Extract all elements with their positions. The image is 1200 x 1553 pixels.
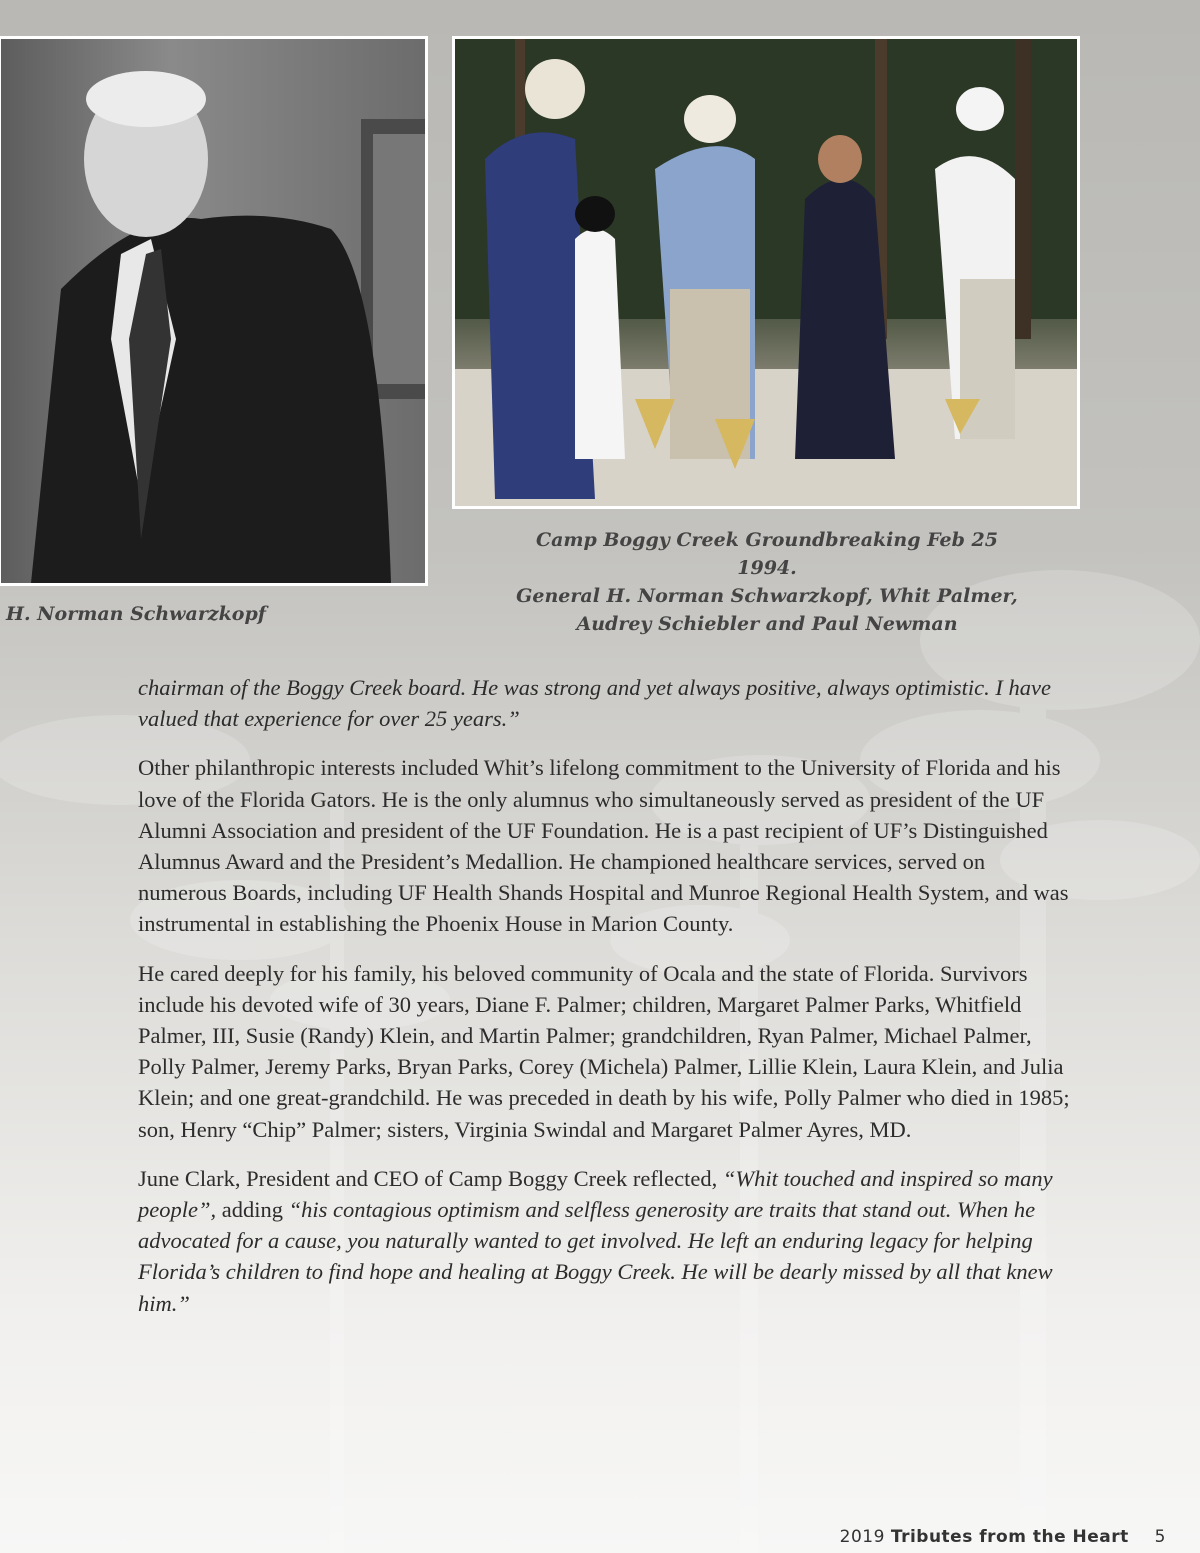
family-paragraph: He cared deeply for his family, his beloved community of Ocala and the state of Florida. Survivors include his devoted wife of 30 years, Diane F. Palmer; children, Margaret Palmer Parks, Whitfield Palmer, III, Susie (Randy) Klein, and Martin Palmer; grandchildren, Ryan Palmer, Michael Palmer, Polly Palmer, Jeremy Parks, Bryan Parks, Corey (Michela) Palmer, Lillie Klein, Laura Klein, and Julia Klein; and one great-grandchild. He was preceded in death by his wife, Polly Palmer who died in 1985; son, Henry “Chip” Palmer; sisters, Virginia Swindal and Margaret Palmer Ayres, MD. bbox=[138, 960, 1070, 1142]
page-footer bbox=[840, 1527, 1166, 1547]
portrait-illustration bbox=[1, 39, 425, 583]
groundbreaking-caption bbox=[512, 526, 1022, 638]
reflection-paragraph bbox=[138, 1163, 1078, 1319]
caption-line: Camp Boggy Creek Groundbreaking Feb 25 1994. bbox=[536, 529, 998, 579]
reflection-mid: adding bbox=[216, 1197, 289, 1223]
portrait-caption: H. Norman Schwarzkopf bbox=[6, 603, 266, 625]
philanthropy-paragraph: Other philanthropic interests included Whit’s lifelong commitment to the University of Florida and his love of the Florida Gators. He is the only alumnus who simultaneously served as president of the UF Alumni Association and president of the UF Foundation. He is a past recipient of UF’s Distinguished Alumnus Award and the President’s Medallion. He championed healthcare services, served on numerous Boards, including UF Health Shands Hospital and Munroe Regional Health System, and was instrumental in establishing the Phoenix House in Marion County. bbox=[138, 755, 1069, 937]
portrait-photo bbox=[0, 36, 428, 586]
reflection-quote-2: “his contagious optimism and selfless generosity are traits that stand out. When he advocated for a cause, you naturally wanted to get involved. He left an enduring legacy for helping Florida’s children to find hope and healing at Boggy Creek. He will be dearly missed by all that knew him.” bbox=[138, 1197, 1053, 1316]
page-number: 5 bbox=[1154, 1527, 1166, 1547]
article-body bbox=[138, 672, 1078, 1337]
footer-year: 2019 bbox=[839, 1527, 885, 1547]
reflection-lead: June Clark, President and CEO of Camp Boggy Creek reflected, bbox=[138, 1165, 723, 1191]
footer-title: Tributes from the Heart bbox=[890, 1527, 1129, 1547]
groundbreaking-illustration bbox=[455, 39, 1077, 506]
caption-line: General H. Norman Schwarzkopf, Whit Palmer, bbox=[516, 585, 1018, 607]
caption-line: Audrey Schiebler and Paul Newman bbox=[576, 613, 958, 635]
reflection-quote-1: “Whit touched and inspired so many people”, bbox=[138, 1165, 1053, 1223]
groundbreaking-photo bbox=[452, 36, 1080, 509]
quote-continuation-paragraph: chairman of the Boggy Creek board. He was strong and yet always positive, always optimistic. I have valued that experience for over 25 years.” bbox=[138, 675, 1051, 732]
